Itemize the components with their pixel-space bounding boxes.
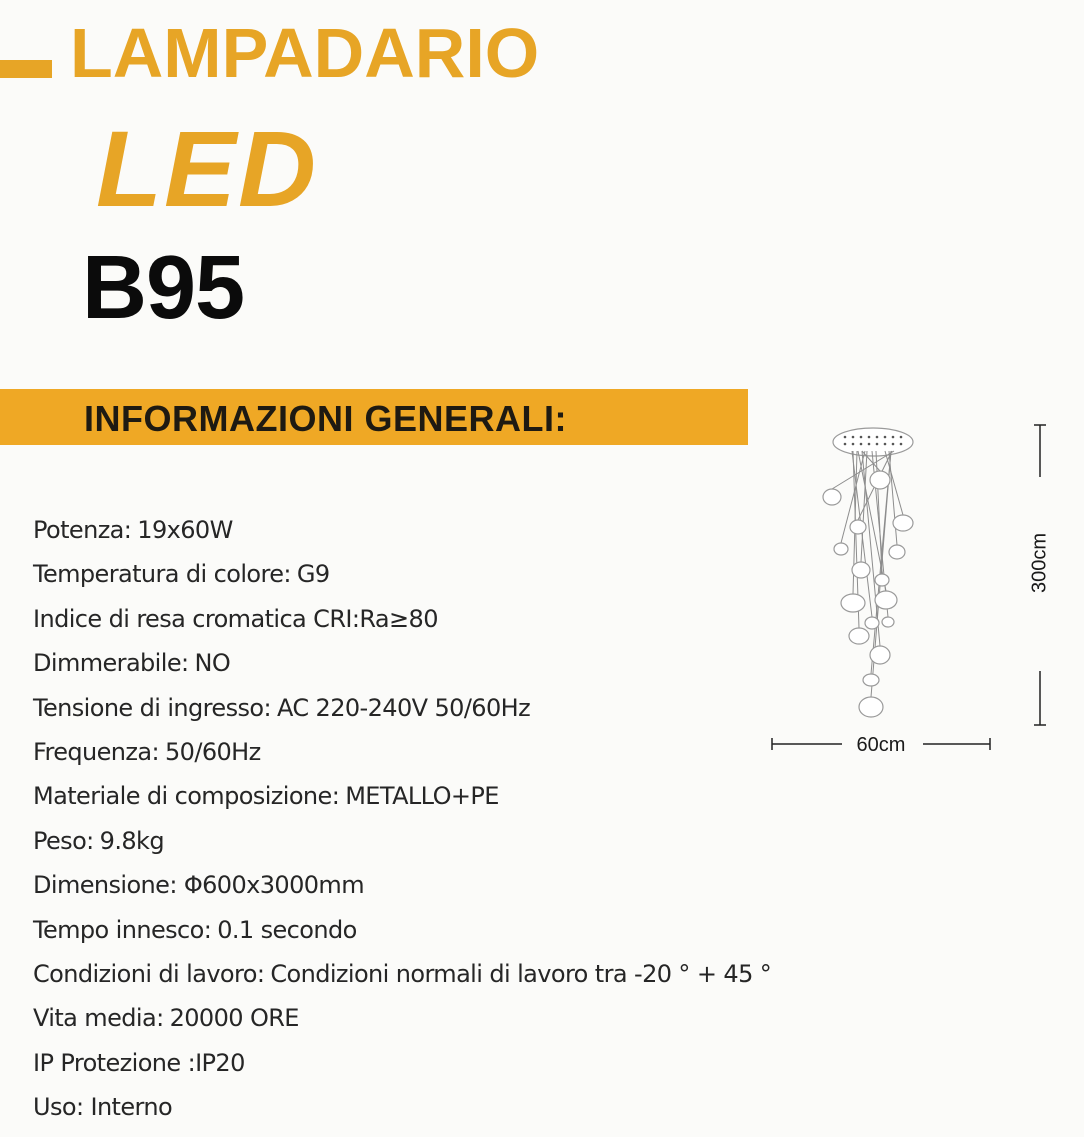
spec-row-ip	[33, 1049, 771, 1093]
canopy-dot	[868, 443, 871, 446]
spec-label: Tensione di ingresso	[33, 693, 264, 722]
globe-shade	[849, 628, 869, 644]
canopy-dot	[860, 443, 863, 446]
canopy-dot	[884, 443, 887, 446]
spec-separator: :	[151, 737, 159, 766]
spec-label: Potenza	[33, 516, 124, 544]
spec-label: Dimensione: Φ600x3000mm	[33, 871, 364, 900]
canopy-dot	[876, 436, 879, 439]
spec-label: Vita media	[33, 1004, 157, 1033]
spec-value: 20000 ORE	[169, 1004, 299, 1033]
globe-shade	[834, 543, 848, 555]
spec-separator: :	[256, 959, 265, 988]
canopy-dot	[884, 436, 887, 439]
canopy-dot	[852, 436, 855, 439]
spec-separator: :	[156, 1004, 164, 1033]
spec-row-tempo-innesco	[33, 916, 771, 960]
globe-shade	[889, 545, 905, 559]
spec-value: G9	[296, 560, 330, 589]
spec-row-condizioni	[33, 960, 771, 1004]
canopy-dot	[844, 443, 847, 446]
globe-shade	[893, 515, 913, 531]
globe-shade	[870, 646, 890, 664]
spec-label: Peso	[33, 826, 87, 855]
canopy-dot	[868, 436, 871, 439]
canopy-dot	[900, 436, 903, 439]
spec-row-potenza	[33, 516, 771, 560]
globe-shade	[852, 562, 870, 578]
spec-value: 19x60W	[137, 516, 233, 544]
spec-separator: :	[180, 649, 189, 678]
chandelier-illustration	[823, 428, 913, 717]
spec-value: AC 220-240V 50/60Hz	[276, 693, 531, 722]
spec-separator: :	[203, 915, 212, 944]
globe-shade	[882, 617, 894, 627]
spec-row-vita-media	[33, 1004, 771, 1048]
spec-row-cri	[33, 605, 771, 649]
globe-shade	[865, 617, 879, 629]
spec-row-uso	[33, 1093, 771, 1137]
product-title: LAMPADARIO	[70, 14, 540, 92]
canopy	[833, 428, 913, 456]
spec-label: Dimmerabile	[33, 649, 181, 678]
canopy-dot	[900, 443, 903, 446]
globe-shade	[850, 520, 866, 534]
canopy-dot	[892, 436, 895, 439]
spec-label: IP Protezione :IP20	[33, 1048, 245, 1077]
canopy-dot	[860, 436, 863, 439]
spec-separator: :	[86, 826, 94, 855]
spec-separator: :	[263, 693, 271, 722]
canopy-dot	[892, 443, 895, 446]
spec-label: Tempo innesco	[33, 915, 204, 944]
canopy-dot	[852, 443, 855, 446]
canopy-dot	[844, 436, 847, 439]
spec-value: Condizioni normali di lavoro tra -20 ° + 45 °	[270, 959, 772, 988]
spec-value: 9.8kg	[99, 826, 164, 855]
canopy-dot	[876, 443, 879, 446]
spec-label: Temperatura di colore	[33, 560, 284, 589]
product-subtitle: LED	[96, 108, 318, 229]
globe-shade	[875, 591, 897, 609]
height-label: 300cm	[1028, 532, 1051, 594]
spec-label: Uso: Interno	[33, 1093, 173, 1122]
globe-shade	[859, 697, 883, 717]
spec-value: NO	[194, 649, 231, 678]
spec-separator: :	[123, 516, 132, 544]
spec-separator: :	[331, 782, 340, 811]
globe-shade	[870, 471, 890, 489]
spec-row-peso	[33, 827, 771, 871]
spec-label: Condizioni di lavoro	[33, 959, 257, 988]
globe-shade	[875, 574, 889, 586]
spec-row-tensione	[33, 694, 771, 738]
spec-list	[33, 516, 771, 1137]
spec-value: METALLO+PE	[345, 782, 499, 811]
spec-row-dimmerabile	[33, 649, 771, 693]
spec-value: 50/60Hz	[165, 737, 261, 766]
globe-shade	[841, 594, 865, 612]
spec-label: Frequenza	[33, 737, 152, 766]
spec-separator: :	[283, 560, 291, 589]
spec-row-frequenza	[33, 738, 771, 782]
width-label: 60cm	[856, 734, 906, 756]
spec-label: Indice di resa cromatica CRI:Ra≥80	[33, 604, 438, 633]
spec-value: 0.1 secondo	[217, 915, 357, 944]
globe-shade	[863, 674, 879, 686]
chandelier-drawing	[760, 415, 1070, 760]
spec-label: Materiale di composizione	[33, 782, 332, 811]
spec-row-temperatura	[33, 560, 771, 604]
spec-row-materiale	[33, 782, 771, 826]
spec-row-dimensione	[33, 871, 771, 915]
section-title: INFORMAZIONI GENERALI:	[84, 398, 567, 439]
globe-shade	[823, 489, 841, 505]
model-code: B95	[82, 238, 245, 338]
title-accent-bar	[0, 60, 52, 78]
